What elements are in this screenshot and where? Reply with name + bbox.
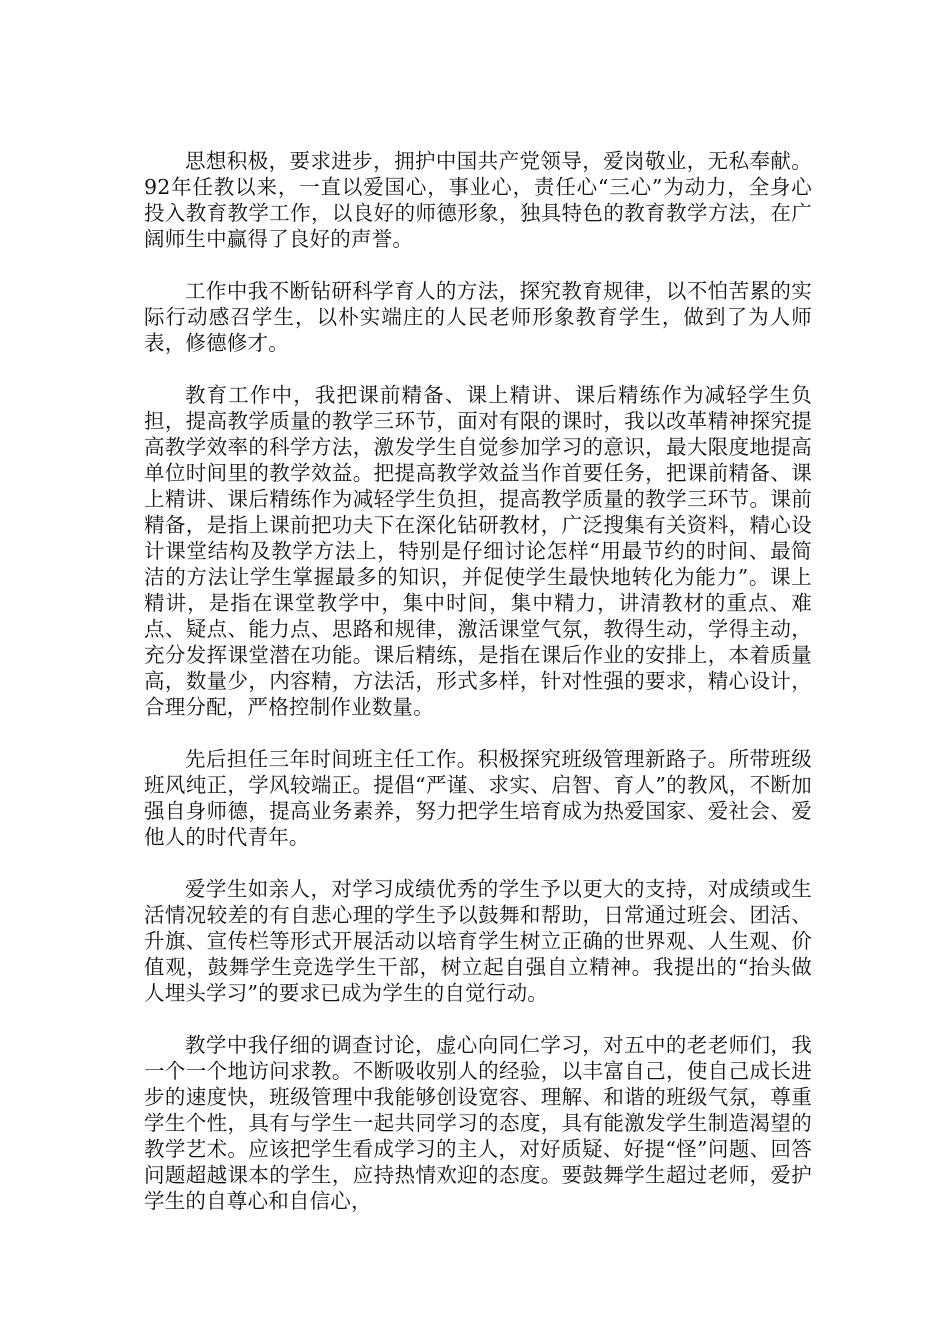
- paragraph-6: 教学中我仔细的调查讨论，虚心向同仁学习，对五中的老老师们，我一个一个地访问求教。不断吸收别人的经验，以丰富自己，使自己成长进步的速度快，班级管理中我能够创设宽容、理解、和谐的班级气氛，尊重学生个性，具有与学生一起共同学习的态度，具有能激发学生制造渴望的教学艺术。应该把学生看成学习的主人，对好质疑、好提“怪”问题、回答问题超越课本的学生，应持热情欢迎的态度。要鼓舞学生超过老师，爱护学生的自尊心和自信心，: [144, 1033, 812, 1213]
- paragraph-5: 爱学生如亲人，对学习成绩优秀的学生予以更大的支持，对成绩或生活情况较差的有自悲心理的学生予以鼓舞和帮助，日常通过班会、团活、升旗、宣传栏等形式开展活动以培育学生树立正确的世界观、人生观、价值观，鼓舞学生竞选学生干部，树立起自强自立精神。我提出的“抬头做人埋头学习”的要求已成为学生的自觉行动。: [144, 877, 812, 1005]
- paragraph-2: 工作中我不断钻研科学育人的方法，探究教育规律，以不怕苦累的实际行动感召学生，以朴实端庄的人民老师形象教育学生，做到了为人师表，修德修才。: [144, 279, 812, 355]
- document-body: [144, 148, 812, 1240]
- paragraph-4: 先后担任三年时间班主任工作。积极探究班级管理新路子。所带班级班风纯正，学风较端正。提倡“严谨、求实、启智、育人”的教风，不断加强自身师德，提高业务素养，努力把学生培育成为热爱国家、爱社会、爱他人的时代青年。: [144, 747, 812, 849]
- paragraph-3: 教育工作中，我把课前精备、课上精讲、课后精练作为减轻学生负担，提高教学质量的教学三环节，面对有限的课时，我以改革精神探究提高教学效率的科学方法，激发学生自觉参加学习的意识，最大限度地提高单位时间里的教学效益。把提高教学效益当作首要任务，把课前精备、课上精讲、课后精练作为减轻学生负担，提高教学质量的教学三环节。课前精备，是指上课前把功夫下在深化钻研教材，广泛搜集有关资料，精心设计课堂结构及教学方法上，特别是仔细讨论怎样“用最节约的时间、最简洁的方法让学生掌握最多的知识，并促使学生最快地转化为能力”。课上精讲，是指在课堂教学中，集中时间，集中精力，讲清教材的重点、难点、疑点、能力点、思路和规律，激活课堂气氛，教得生动，学得主动，充分发挥课堂潜在功能。课后精练，是指在课后作业的安排上，本着质量高，数量少，内容精，方法活，形式多样，针对性强的要求，精心设计，合理分配，严格控制作业数量。: [144, 383, 812, 719]
- paragraph-1: 思想积极，要求进步，拥护中国共产党领导，爱岗敬业，无私奉献。92年任教以来，一直以爱国心，事业心，责任心“三心”为动力，全身心投入教育教学工作，以良好的师德形象，独具特色的教育教学方法，在广阔师生中赢得了良好的声誉。: [144, 149, 812, 251]
